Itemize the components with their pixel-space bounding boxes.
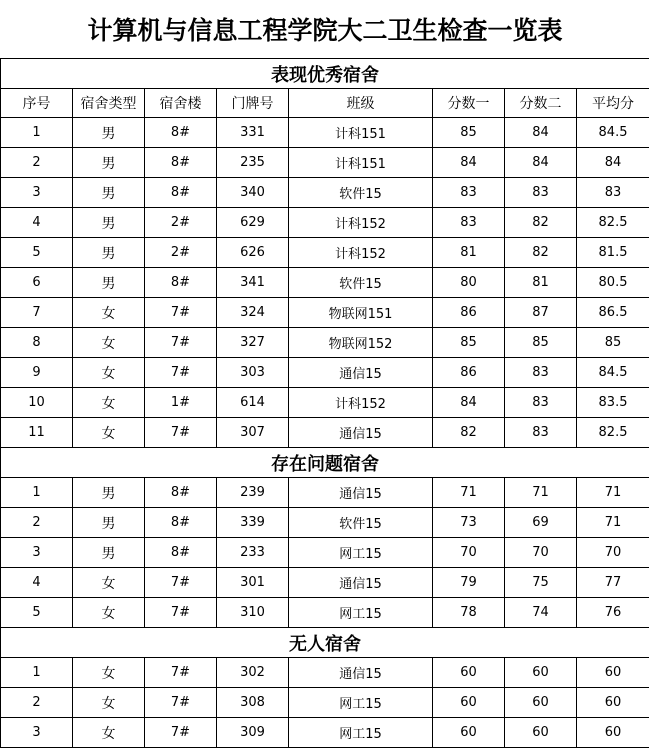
col-building: 7# [145,328,217,358]
col-class: 软件15 [289,178,433,208]
col-score-1: 70 [433,538,505,568]
col-dorm-type: 男 [73,118,145,148]
col-building: 1# [145,388,217,418]
col-average: 71 [577,508,649,538]
col-score-1: 83 [433,208,505,238]
col-building: 8# [145,478,217,508]
col-class: 通信15 [289,478,433,508]
section-heading: 表现优秀宿舍 [1,59,649,89]
col-building: 8# [145,538,217,568]
col-index: 8 [1,328,73,358]
col-dorm-type: 男 [73,208,145,238]
col-dorm-type: 男 [73,538,145,568]
col-score-2: 60 [505,718,577,748]
col-dorm-type: 女 [73,388,145,418]
col-building: 8# [145,118,217,148]
col-index: 3 [1,538,73,568]
col-index: 1 [1,118,73,148]
col-building: 8# [145,148,217,178]
col-score-2: 70 [505,538,577,568]
table-row [1,598,649,628]
col-building: 7# [145,658,217,688]
col-dorm-type: 男 [73,508,145,538]
col-index: 5 [1,238,73,268]
col-average: 76 [577,598,649,628]
table-row [1,328,649,358]
table-row [1,508,649,538]
col-score-1: 83 [433,178,505,208]
col-index: 5 [1,598,73,628]
col-class: 网工15 [289,688,433,718]
table-row [1,388,649,418]
col-score-1: 86 [433,358,505,388]
col-class: 物联网151 [289,298,433,328]
col-dorm-type: 女 [73,598,145,628]
col-building: 2# [145,238,217,268]
col-score-1: 82 [433,418,505,448]
col-score-1: 85 [433,328,505,358]
col-average: 81.5 [577,238,649,268]
col-score-1: 84 [433,388,505,418]
section-heading: 无人宿舍 [1,628,649,658]
col-average: 83 [577,178,649,208]
col-index: 3 [1,718,73,748]
col-score-1: 80 [433,268,505,298]
col-room: 235 [217,148,289,178]
col-dorm-type: 男 [73,178,145,208]
header-row [1,89,649,118]
col-building: 8# [145,178,217,208]
col-average: 80.5 [577,268,649,298]
col-score-2: 87 [505,298,577,328]
col-score-2: 75 [505,568,577,598]
col-score-2: 84 [505,148,577,178]
table-row [1,178,649,208]
col-dorm-type: 男 [73,238,145,268]
table-row [1,298,649,328]
table-row [1,718,649,748]
col-index: 1 [1,478,73,508]
col-class: 网工15 [289,538,433,568]
col-class: 网工15 [289,718,433,748]
col-score-1: 71 [433,478,505,508]
column-header: 宿舍类型 [73,89,145,118]
column-header: 班级 [289,89,433,118]
col-building: 7# [145,598,217,628]
col-score-1: 85 [433,118,505,148]
col-score-2: 83 [505,358,577,388]
col-average: 84 [577,148,649,178]
table-row [1,568,649,598]
col-index: 4 [1,208,73,238]
table-row [1,238,649,268]
col-room: 331 [217,118,289,148]
col-building: 2# [145,208,217,238]
table-row [1,478,649,508]
col-dorm-type: 女 [73,658,145,688]
col-dorm-type: 女 [73,568,145,598]
col-average: 86.5 [577,298,649,328]
col-room: 302 [217,658,289,688]
col-class: 通信15 [289,418,433,448]
col-room: 309 [217,718,289,748]
col-index: 7 [1,298,73,328]
col-score-2: 69 [505,508,577,538]
col-building: 8# [145,268,217,298]
col-class: 计科152 [289,208,433,238]
col-room: 307 [217,418,289,448]
col-class: 通信15 [289,658,433,688]
col-building: 7# [145,568,217,598]
col-score-1: 81 [433,238,505,268]
col-index: 11 [1,418,73,448]
col-building: 8# [145,508,217,538]
col-average: 82.5 [577,418,649,448]
col-room: 327 [217,328,289,358]
col-average: 60 [577,658,649,688]
col-building: 7# [145,718,217,748]
sheet-title: 计算机与信息工程学院大二卫生检查一览表 [1,0,649,59]
col-score-2: 81 [505,268,577,298]
col-score-2: 83 [505,388,577,418]
col-average: 84.5 [577,118,649,148]
col-average: 84.5 [577,358,649,388]
col-room: 614 [217,388,289,418]
col-class: 软件15 [289,268,433,298]
col-score-2: 60 [505,658,577,688]
col-average: 60 [577,688,649,718]
col-score-1: 60 [433,658,505,688]
col-index: 2 [1,688,73,718]
col-dorm-type: 女 [73,328,145,358]
col-average: 82.5 [577,208,649,238]
col-class: 计科152 [289,388,433,418]
col-average: 77 [577,568,649,598]
col-class: 计科151 [289,118,433,148]
column-header: 序号 [1,89,73,118]
col-score-1: 73 [433,508,505,538]
col-index: 2 [1,508,73,538]
table-row [1,418,649,448]
col-dorm-type: 女 [73,718,145,748]
col-average: 71 [577,478,649,508]
col-index: 6 [1,268,73,298]
table-row [1,118,649,148]
table-row [1,208,649,238]
col-score-1: 79 [433,568,505,598]
col-index: 1 [1,658,73,688]
col-class: 网工15 [289,598,433,628]
col-room: 626 [217,238,289,268]
col-index: 2 [1,148,73,178]
col-score-2: 74 [505,598,577,628]
col-room: 239 [217,478,289,508]
col-average: 70 [577,538,649,568]
col-class: 计科152 [289,238,433,268]
col-room: 339 [217,508,289,538]
col-class: 物联网152 [289,328,433,358]
col-score-1: 78 [433,598,505,628]
col-score-1: 60 [433,688,505,718]
col-score-2: 85 [505,328,577,358]
col-building: 7# [145,358,217,388]
col-room: 324 [217,298,289,328]
column-header: 分数二 [505,89,577,118]
table-row [1,538,649,568]
table-row [1,268,649,298]
col-index: 3 [1,178,73,208]
col-score-2: 82 [505,238,577,268]
col-building: 7# [145,298,217,328]
col-building: 7# [145,688,217,718]
col-score-2: 82 [505,208,577,238]
col-index: 4 [1,568,73,598]
col-index: 10 [1,388,73,418]
col-index: 9 [1,358,73,388]
col-room: 341 [217,268,289,298]
table-row [1,358,649,388]
col-room: 308 [217,688,289,718]
col-score-1: 86 [433,298,505,328]
col-average: 60 [577,718,649,748]
col-class: 通信15 [289,358,433,388]
col-class: 通信15 [289,568,433,598]
col-score-2: 60 [505,688,577,718]
col-score-2: 83 [505,418,577,448]
column-header: 平均分 [577,89,649,118]
col-building: 7# [145,418,217,448]
col-dorm-type: 女 [73,418,145,448]
col-room: 310 [217,598,289,628]
col-score-2: 83 [505,178,577,208]
col-dorm-type: 女 [73,298,145,328]
col-room: 301 [217,568,289,598]
section-heading: 存在问题宿舍 [1,448,649,478]
col-dorm-type: 男 [73,478,145,508]
col-score-1: 60 [433,718,505,748]
col-room: 340 [217,178,289,208]
column-header: 宿舍楼 [145,89,217,118]
table-row [1,688,649,718]
col-score-2: 84 [505,118,577,148]
col-dorm-type: 男 [73,148,145,178]
col-score-2: 71 [505,478,577,508]
table-row [1,658,649,688]
col-dorm-type: 女 [73,358,145,388]
col-room: 303 [217,358,289,388]
col-room: 233 [217,538,289,568]
col-average: 85 [577,328,649,358]
col-dorm-type: 男 [73,268,145,298]
table-row [1,148,649,178]
col-score-1: 84 [433,148,505,178]
col-class: 计科151 [289,148,433,178]
col-average: 83.5 [577,388,649,418]
col-class: 软件15 [289,508,433,538]
col-room: 629 [217,208,289,238]
col-dorm-type: 女 [73,688,145,718]
column-header: 分数一 [433,89,505,118]
column-header: 门牌号 [217,89,289,118]
